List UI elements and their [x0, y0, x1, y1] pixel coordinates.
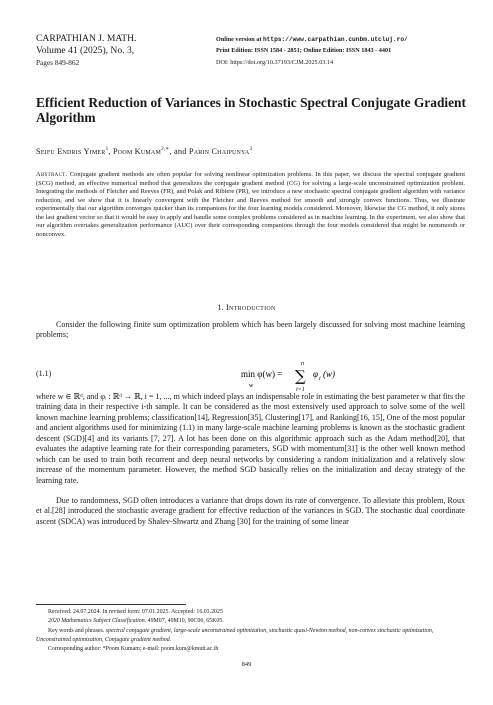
- doi-line[interactable]: DOI: https://doi.org/10.37193/CJM.2025.03.14: [216, 58, 334, 66]
- eq-rhs: φ: [313, 369, 318, 379]
- footnote-divider: [36, 604, 186, 605]
- abstract-label: Abstract.: [36, 171, 68, 178]
- section-heading: 1. Introduction: [217, 303, 276, 312]
- eq-rhs-arg: (w): [323, 369, 335, 379]
- author-1-affil: 1: [105, 146, 109, 152]
- author-separator: , and: [169, 146, 187, 156]
- eq-sum-bottom: i=1: [296, 387, 305, 393]
- msc-classification: 2020 Mathematics Subject Classification. 49M07, 49M10, 90C06, 65K05.: [48, 618, 224, 625]
- online-prefix: Online version at: [216, 36, 262, 43]
- paragraph-1: Consider the following finite sum optimization problem which has been largely discussed for solving most machine learning problems;: [36, 320, 465, 340]
- publication-info: [216, 34, 408, 68]
- sum-icon: ∑: [295, 367, 306, 385]
- author-2-affil: 2,∗: [161, 146, 170, 152]
- eq-rhs-sub: i: [319, 376, 321, 382]
- keywords: Key words and phrases. spectral conjugate gradient, large-scale unconstrained optimization, stochastic quasi-Newton method, non-convex stochastic optimization, Unconstrained optimization, Conjugate gradient method.: [36, 627, 434, 643]
- received-dates: Received: 24.07.2024. In revised form: 07.01.2025. Accepted: 16.03.2025: [48, 609, 223, 615]
- journal-volume: Volume 41 (2025), No. 3,: [36, 45, 135, 57]
- author-2: Poom Kumam: [112, 146, 161, 156]
- abstract-text: Conjugate gradient methods are often popular for solving nonlinear optimization problems. In this paper, we discuss the spectral conjugate gradient (SCG) method, an effective numerical method that generalizes the conjugate gradient method (CG) for solving a large-scale unconstrained optimization problem. Integrating the methods of Fletcher and Reeves (FR), and Polak and Ribiere (PR), we introduce a new stochastic spectral conjugate gradient algorithm with variance reduction, and we show that it is linearly convergent with the Fletcher and Reeves method for smooth and strongly convex functions. Thus, we illustrate experimentally that our algorithm converges quicker than its companions for the four learning models considered. Moreover, likewise the CG method, it only stores the last gradient vector so that it would be easy to apply and handle some complex problems considered as in machine learning. In the experiment, we also show that our algorithm overtakes generalization performance (AUC) over their corresponding companions through the four models considered that might be nonsmooth or nonconvex.: [36, 171, 465, 238]
- author-3: Parin Chaipunya: [188, 146, 250, 156]
- online-version: [216, 34, 408, 45]
- journal-pages: Pages 849-862: [36, 58, 80, 68]
- eq-sub: w: [249, 382, 254, 389]
- eq-sum-top: n: [301, 361, 304, 367]
- page-number: 849: [241, 661, 252, 668]
- abstract: [36, 171, 465, 239]
- online-url[interactable]: https://www.carpathian.cunbm.utcluj.ro/: [262, 36, 408, 43]
- paragraph-3: Due to randomness, SGD often introduces a variance that drops down its rate of convergence. To alleviate this problem, Roux et al.[28] introduced the stochastic average gradient for effective reduction of the variances in SGD. The stochastic dual coordinate ascent (SDCA) was introduced by Shalev-Shwartz and Zhang [30] for the training of some linear: [36, 496, 465, 526]
- author-1: Seifu Endris Yimer: [36, 146, 106, 156]
- author-list: Seifu Endris Yimer$^1$, Poom Kumam$^{2,∗}$, and Parin Chaipunya$^3$: [36, 146, 253, 156]
- paper-title: Efficient Reduction of Variances in Stochastic Spectral Conjugate Gradient Algorithm: [36, 95, 466, 125]
- issn-line: Print Edition: ISSN 1584 - 2851; Online Edition: ISSN 1843 - 4401: [216, 47, 392, 55]
- journal-name: CARPATHIAN J. MATH.: [36, 33, 137, 44]
- equation-1-1: [36, 357, 465, 397]
- journal-header: [36, 33, 136, 70]
- paragraph-2: where w ∈ ℝᵈ, and φᵢ : ℝᵈ → ℝ, i = 1, ..., m which indeed plays an indispensable role in estimating the best parameter w that fits the training data in their respective i-th sample. It can be considered as the most extensively used approach to solve some of the well known machine learning problems; classification[14], Regression[35], Clustering[17], and Ranking[16, 15], One of the most popular and ancient algorithms used for minimizing (1.1) in many large-scale machine learning problems is known as the stochastic gradient descent (SGD)[4] and its variants [7, 27]. A lot has been done on this algorithmic approach such as the Adam method[20], that evaluates the adaptive learning rate for their corresponding parameters, SGD with momentum[31] is the other well known method which can be used to train both recurrent and deep neural networks by considering a random initialization and a relatively slow increase of the momentum parameter. However, the method SGD basically relies on the initialization and decay strategy of the learning rate.: [36, 392, 465, 485]
- eq-lhs: min φ(w) =: [241, 369, 283, 379]
- corresponding-author: Corresponding author: *Poom Kumam; e-mail: poom.kum@kmutt.ac.th: [48, 646, 219, 653]
- equation-number: (1.1): [36, 369, 52, 378]
- author-3-affil: 3: [249, 146, 253, 152]
- footnotes: [36, 608, 465, 654]
